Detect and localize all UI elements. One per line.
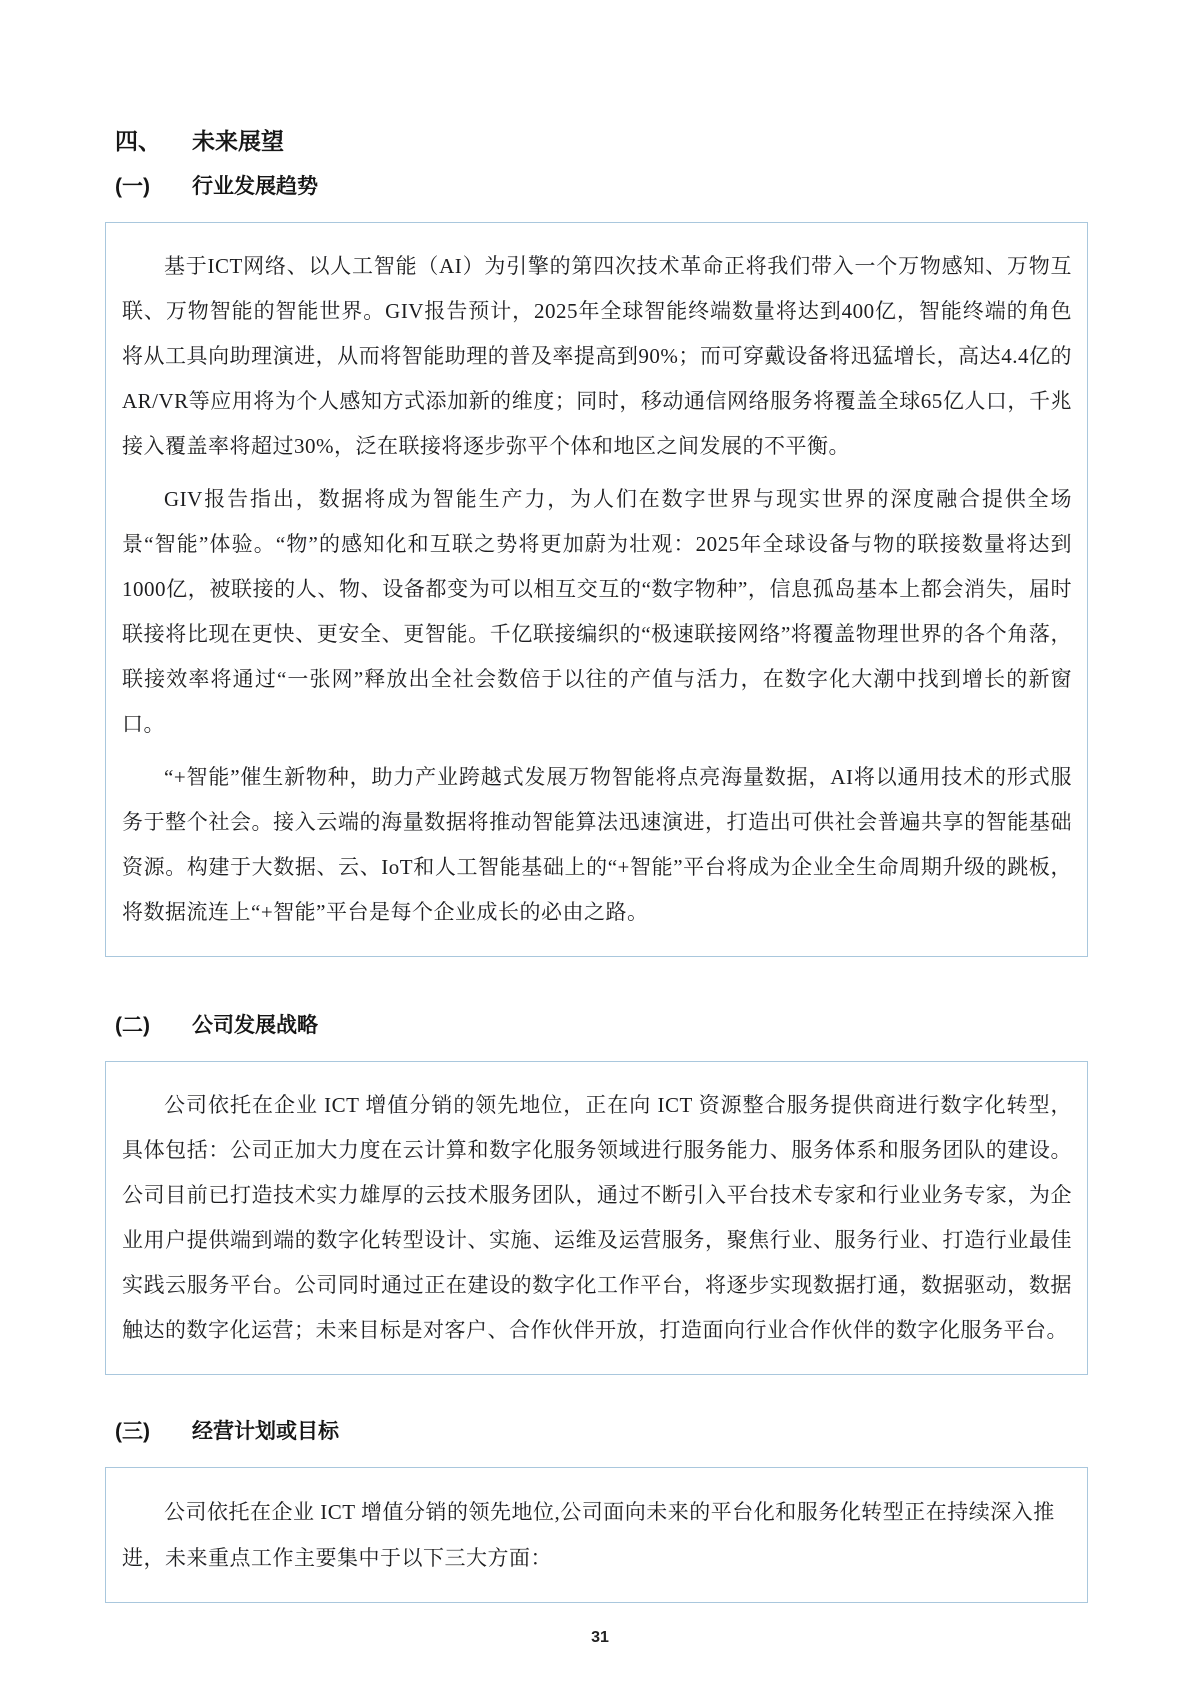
chapter-number: 四、: [115, 128, 161, 154]
paragraph: 公司依托在企业 ICT 增值分销的领先地位,公司面向未来的平台化和服务化转型正在持续深入推进，未来重点工作主要集中于以下三大方面：: [122, 1500, 1055, 1570]
section-number-2: (二): [115, 1014, 150, 1037]
chapter-title: 未来展望: [192, 128, 284, 154]
section-title-3: 经营计划或目标: [192, 1420, 339, 1443]
section-heading-1: [115, 172, 1200, 202]
paragraph: 基于ICT网络、以人工智能（AI）为引擎的第四次技术革命正将我们带入一个万物感知、万物互联、万物智能的智能世界。GIV报告预计，2025年全球智能终端数量将达到400亿，智能终端的角色将从工具向助理演进，从而将智能助理的普及率提高到90%；而可穿戴设备将迅猛增长，高达4.4亿的AR/VR等应用将为个人感知方式添加新的维度；同时，移动通信网络服务将覆盖全球65亿人口，千兆接入覆盖率将超过30%，泛在联接将逐步弥平个体和地区之间发展的不平衡。: [122, 254, 1072, 458]
section-number-1: (一): [115, 175, 150, 198]
paragraph: 公司依托在企业 ICT 增值分销的领先地位，正在向 ICT 资源整合服务提供商进行数字化转型，具体包括：公司正加大力度在云计算和数字化服务领域进行服务能力、服务体系和服务团队的建设。公司目前已打造技术实力雄厚的云技术服务团队，通过不断引入平台技术专家和行业业务专家，为企业用户提供端到端的数字化转型设计、实施、运维及运营服务，聚焦行业、服务行业、打造行业最佳实践云服务平台。公司同时通过正在建设的数字化工作平台，将逐步实现数据打通，数据驱动，数据触达的数字化运营；未来目标是对客户、合作伙伴开放，打造面向行业合作伙伴的数字化服务平台。: [122, 1093, 1072, 1342]
section-heading-2: [115, 1011, 1200, 1041]
paragraph: GIV报告指出，数据将成为智能生产力，为人们在数字世界与现实世界的深度融合提供全场景“智能”体验。“物”的感知化和互联之势将更加蔚为壮观：2025年全球设备与物的联接数量将达到1000亿，被联接的人、物、设备都变为可以相互交互的“数字物种”，信息孤岛基本上都会消失，届时联接将比现在更快、更安全、更智能。千亿联接编织的“极速联接网络”将覆盖物理世界的各个角落，联接效率将通过“一张网”释放出全社会数倍于以往的产值与活力，在数字化大潮中找到增长的新窗口。: [122, 487, 1072, 736]
content-box-industry-trends: [105, 222, 1088, 957]
chapter-heading: [115, 126, 1200, 156]
section-title-1: 行业发展趋势: [192, 175, 318, 198]
section-heading-3: [115, 1417, 1200, 1447]
section-number-3: (三): [115, 1420, 150, 1443]
section-title-2: 公司发展战略: [192, 1014, 318, 1037]
content-box-company-strategy: [105, 1061, 1088, 1375]
paragraph: “+智能”催生新物种，助力产业跨越式发展万物智能将点亮海量数据，AI将以通用技术的形式服务于整个社会。接入云端的海量数据将推动智能算法迅速演进，打造出可供社会普遍共享的智能基础资源。构建于大数据、云、IoT和人工智能基础上的“+智能”平台将成为企业全生命周期升级的跳板，将数据流连上“+智能”平台是每个企业成长的必由之路。: [122, 765, 1072, 924]
content-box-operating-plan: [105, 1467, 1088, 1603]
page-number: 31: [591, 1629, 609, 1646]
